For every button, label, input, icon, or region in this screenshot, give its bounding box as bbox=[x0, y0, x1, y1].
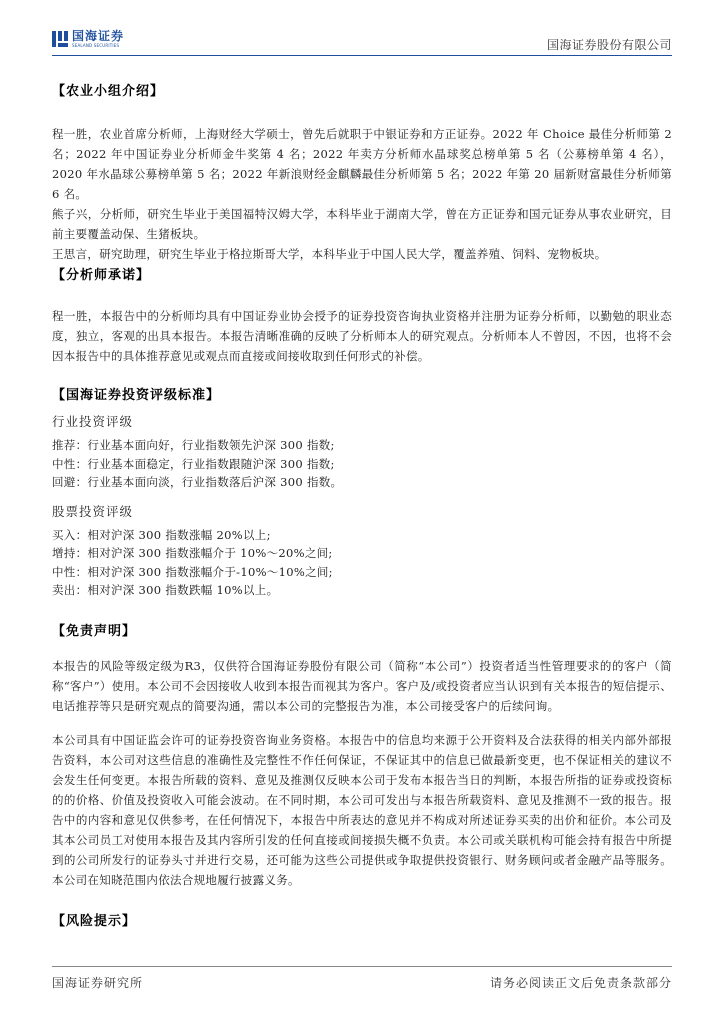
industry-rating-title: 行业投资评级 bbox=[52, 414, 134, 429]
disclaimer-paragraph-1: 本报告的风险等级定级为R3，仅供符合国海证券股份有限公司（简称“本公司”）投资者适当性管理要求的的客户（简称“客户”）使用。本公司不会因接收人收到本报告而视其为客户。客户及/或投资者应当认识到有关本报告的短信提示、电话推荐等只是研究观点的简要沟通，需以本公司的完整报告为准，本公司接受客户的后续问询。 bbox=[52, 658, 672, 713]
header-company-name: 国海证券股份有限公司 bbox=[546, 38, 672, 52]
disclaimer-paragraph-2: 本公司具有中国证监会许可的证券投资咨询业务资格。本报告中的信息均来源于公开资料及合法获得的相关内部外部报告资料，本公司对这些信息的准确性及完整性不作任何保证，不保证其中的信息已做最新变更，也不保证相关的建议不会发生任何变更。本报告所载的资料、意见及推测仅反映本公司于发布本报告当日的判断，本报告所指的证券或投资标的的价格、价值及投资收入可能会波动。在不同时期，本公司可发出与本报告所载资料、意见及推测不一致的报告。报告中的内容和意见仅供参考，在任何情况下，本报告中所表达的意见并不构成对所述证券买卖的出价和征价。本公司及其本公司员工对使用本报告及其内容所引发的任何直接或间接损失概不负责。本公司或关联机构可能会持有报告中所提到的公司所发行的证券头寸并进行交易，还可能为这些公司提供或争取提供投资银行、财务顾问或者金融产品等服务。本公司在知晓范围内依法合规地履行披露义务。 bbox=[52, 732, 672, 887]
disclaimer-section-title: 【免责声明】 bbox=[52, 623, 137, 639]
industry-rating-item: 中性：行业基本面稳定，行业指数跟随沪深 300 指数; bbox=[52, 456, 335, 471]
industry-rating-item: 推荐：行业基本面向好，行业指数领先沪深 300 指数; bbox=[52, 438, 335, 452]
page-header bbox=[52, 30, 672, 54]
stock-rating-item: 卖出：相对沪深 300 指数跌幅 10%以上。 bbox=[52, 583, 279, 597]
team-section-title: 【农业小组介绍】 bbox=[52, 84, 165, 99]
footer-disclaimer-note: 请务必阅读正文后免责条款部分 bbox=[489, 976, 672, 990]
logo-cn-text: 国海证券 bbox=[72, 29, 125, 43]
stock-rating-item: 中性：相对沪深 300 指数涨幅介于-10%～10%之间; bbox=[52, 564, 333, 579]
stock-rating-list bbox=[52, 526, 672, 600]
header-divider bbox=[52, 55, 672, 56]
team-member-2: 熊子兴，分析师，研究生毕业于美国福特汉姆大学，本科毕业于湖南大学，曾在方正证券和国元证券从事农业研究，目前主要覆盖动保、生猪板块。 bbox=[52, 207, 672, 241]
risk-section-title: 【风险提示】 bbox=[52, 913, 137, 929]
report-content bbox=[52, 82, 672, 932]
stock-rating-title: 股票投资评级 bbox=[52, 503, 134, 519]
commitment-section-title: 【分析师承诺】 bbox=[52, 268, 151, 283]
commitment-text: 程一胜，本报告中的分析师均具有中国证券业协会授予的证券投资咨询执业资格并注册为证券分析师，以勤勉的职业态度，独立，客观的出具本报告。本报告清晰准确的反映了分析师本人的研究观点。分析师本人不曾因，不因，也将不会因本报告中的具体推荐意见或观点而直接或间接收取到任何形式的补偿。 bbox=[52, 309, 672, 363]
team-member-3: 王思言，研究助理，研究生毕业于格拉斯哥大学，本科毕业于中国人民大学，覆盖养殖、饲料、宠物板块。 bbox=[52, 247, 607, 261]
industry-rating-item: 回避：行业基本面向淡，行业指数落后沪深 300 指数。 bbox=[52, 475, 343, 489]
logo-en-text: SEALAND SECURITIES bbox=[72, 43, 120, 48]
stock-rating-item: 买入：相对沪深 300 指数涨幅 20%以上; bbox=[52, 527, 271, 542]
industry-rating-list bbox=[52, 436, 672, 492]
rating-section-title: 【国海证券投资评级标准】 bbox=[52, 388, 221, 403]
company-logo bbox=[52, 30, 124, 48]
team-member-1: 程一胜，农业首席分析师，上海财经大学硕士，曾先后就职于中银证券和方正证券。2022 年 Choice 最佳分析师第 2 名；2022 年中国证券业分析师金牛奖第 4 名；2022 年卖方分析师水晶球奖总榜单第 5 名（公募榜单第 4 名），2020 年水晶球公募榜单第 5 名；2022 年新浪财经金麒麟最佳分析师第 5 名；2022 年第 20 届新财富最佳分析师第 6 名。 bbox=[52, 127, 672, 201]
stock-rating-item: 增持：相对沪深 300 指数涨幅介于 10%～20%之间; bbox=[52, 546, 333, 560]
footer-institute: 国海证券研究所 bbox=[52, 976, 144, 990]
footer-divider bbox=[52, 966, 672, 967]
sealand-logo-icon bbox=[52, 31, 68, 47]
